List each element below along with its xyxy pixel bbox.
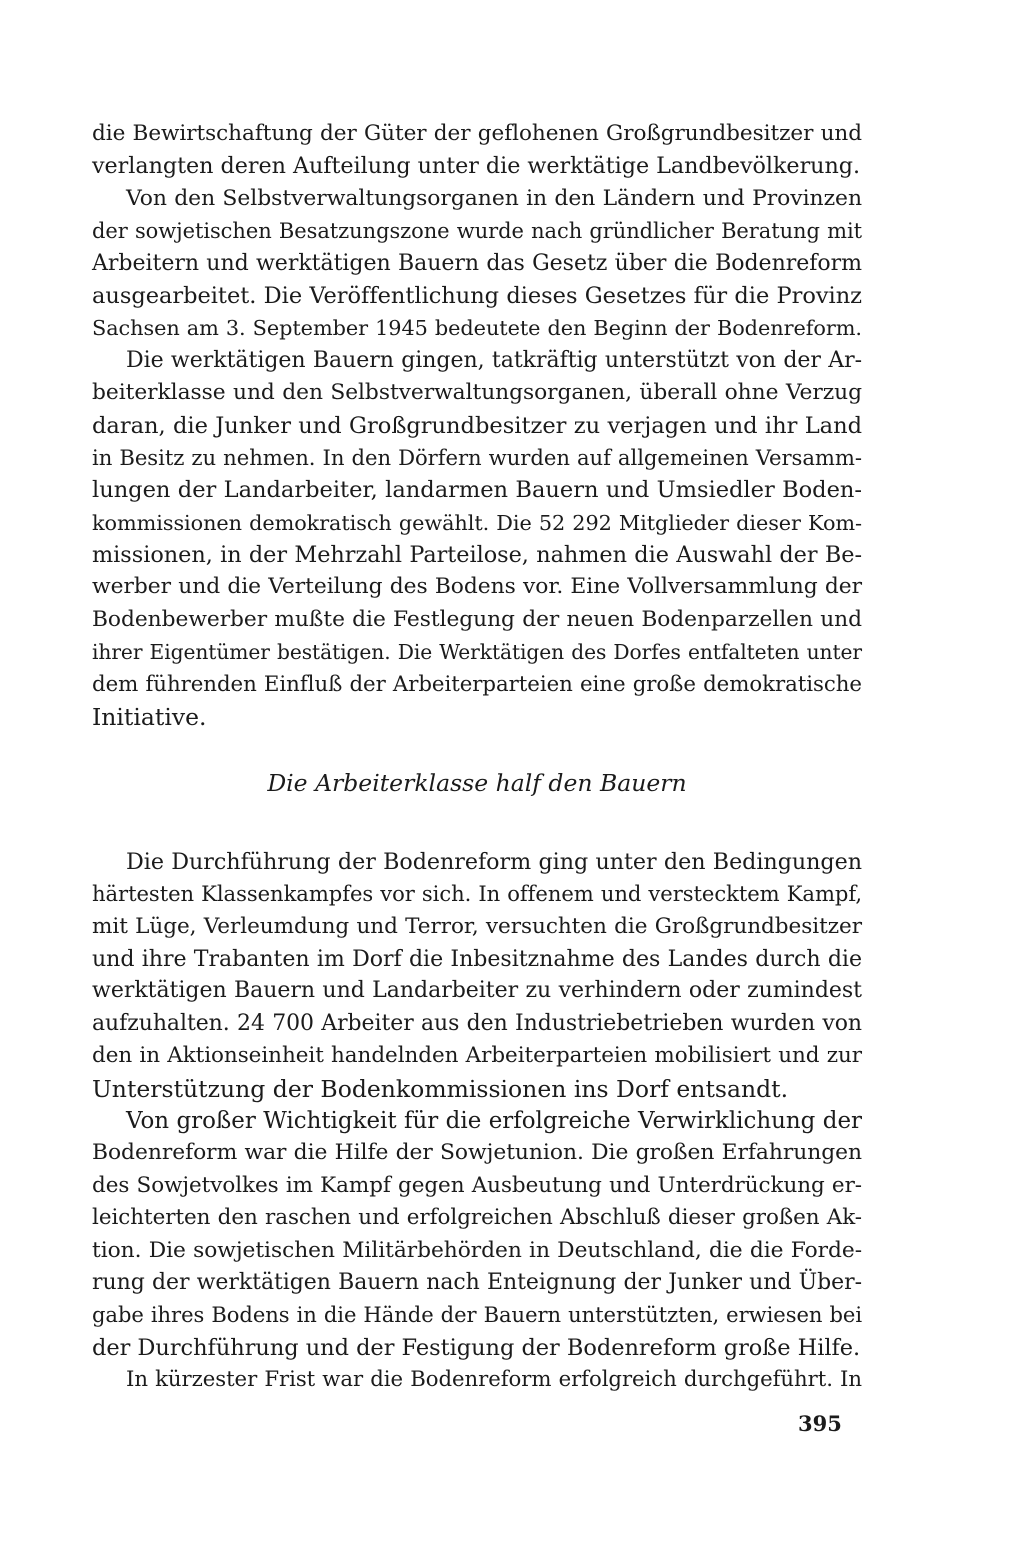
text-line: Arbeitern und werktätigen Bauern das Gesetz über die Bodenreform	[92, 250, 862, 276]
text-line: werktätigen Bauern und Landarbeiter zu verhindern oder zumindest	[92, 978, 862, 1004]
paragraph	[92, 846, 862, 1105]
text-line: Initiative.	[92, 703, 207, 732]
text-line: werber und die Verteilung des Bodens vor. Eine Vollversammlung der	[92, 574, 862, 600]
text-line: rung der werktätigen Bauern nach Enteignung der Junker und Über-	[92, 1269, 862, 1295]
text-line: Von großer Wichtigkeit für die erfolgreiche Verwirklichung der	[126, 1107, 862, 1134]
text-line: Die werktätigen Bauern gingen, tatkräftig unterstützt von der Ar-	[126, 347, 862, 373]
text-line: daran, die Junker und Großgrundbesitzer zu verjagen und ihr Land	[92, 412, 862, 439]
text-line: lungen der Landarbeiter, landarmen Bauern und Umsiedler Boden-	[92, 477, 862, 504]
text-line: Von den Selbstverwaltungsorganen in den Ländern und Provinzen	[126, 185, 862, 211]
text-line: In kürzester Frist war die Bodenreform erfolgreich durchgeführt. In	[126, 1367, 862, 1393]
text-line: mit Lüge, Verleumdung und Terror, versuchten die Großgrundbesitzer	[92, 913, 862, 939]
text-line: leichterten den raschen und erfolgreichen Abschluß dieser großen Ak-	[92, 1205, 862, 1231]
page-body	[92, 118, 862, 1396]
text-line: Die Durchführung der Bodenreform ging unter den Bedingungen	[126, 848, 862, 875]
text-line: der sowjetischen Besatzungszone wurde nach gründlicher Beratung mit	[92, 219, 862, 244]
text-line: den in Aktionseinheit handelnden Arbeiterparteien mobilisiert und zur	[92, 1043, 862, 1069]
paragraph	[92, 118, 862, 183]
paragraph	[92, 183, 862, 345]
text-line: gabe ihres Bodens in die Hände der Bauern unterstützten, erwiesen bei	[92, 1302, 862, 1328]
paragraph	[92, 1105, 862, 1364]
text-line: tion. Die sowjetischen Militärbehörden in Deutschland, die die Forde-	[92, 1237, 862, 1263]
text-line: missionen, in der Mehrzahl Parteilose, nahmen die Auswahl der Be-	[92, 542, 862, 569]
text-line: der Durchführung und der Festigung der Bodenreform große Hilfe.	[92, 1334, 861, 1361]
text-line: des Sowjetvolkes im Kampf gegen Ausbeutung und Unterdrückung er-	[92, 1172, 862, 1198]
text-line: kommissionen demokratisch gewählt. Die 52 292 Mitglieder dieser Kom-	[92, 510, 862, 535]
paragraph	[92, 1364, 862, 1396]
text-line: in Besitz zu nehmen. In den Dörfern wurden auf allgemeinen Versamm-	[92, 444, 862, 470]
text-line: härtesten Klassenkampfes vor sich. In offenem und verstecktem Kampf,	[92, 881, 862, 907]
text-line: ausgearbeitet. Die Veröffentlichung dieses Gesetzes für die Provinz	[92, 282, 862, 309]
text-line: verlangten deren Aufteilung unter die werktätige Landbevölkerung.	[92, 153, 861, 180]
text-line: und ihre Trabanten im Dorf die Inbesitznahme des Landes durch die	[92, 945, 862, 972]
paragraph	[92, 345, 862, 734]
text-line: die Bewirtschaftung der Güter der geflohenen Großgrundbesitzer und	[92, 121, 862, 146]
section-heading: Die Arbeiterklasse half den Bauern	[267, 769, 687, 798]
text-line: Bodenreform war die Hilfe der Sowjetunion. Die großen Erfahrungen	[92, 1140, 862, 1166]
text-line: Bodenbewerber mußte die Festlegung der neuen Bodenparzellen und	[92, 606, 862, 632]
text-line: ihrer Eigentümer bestätigen. Die Werktätigen des Dorfes entfalteten unter	[92, 640, 862, 665]
text-line: Sachsen am 3. September 1945 bedeutete den Beginn der Bodenreform.	[92, 316, 862, 341]
text-line: aufzuhalten. 24 700 Arbeiter aus den Industriebetrieben wurden von	[92, 1010, 862, 1036]
text-line: dem führenden Einfluß der Arbeiterparteien eine große demokratische	[92, 671, 862, 697]
page-number: 395	[798, 1411, 842, 1436]
text-line: Unterstützung der Bodenkommissionen ins Dorf entsandt.	[92, 1074, 789, 1103]
text-line: beiterklasse und den Selbstverwaltungsorganen, überall ohne Verzug	[92, 380, 862, 406]
